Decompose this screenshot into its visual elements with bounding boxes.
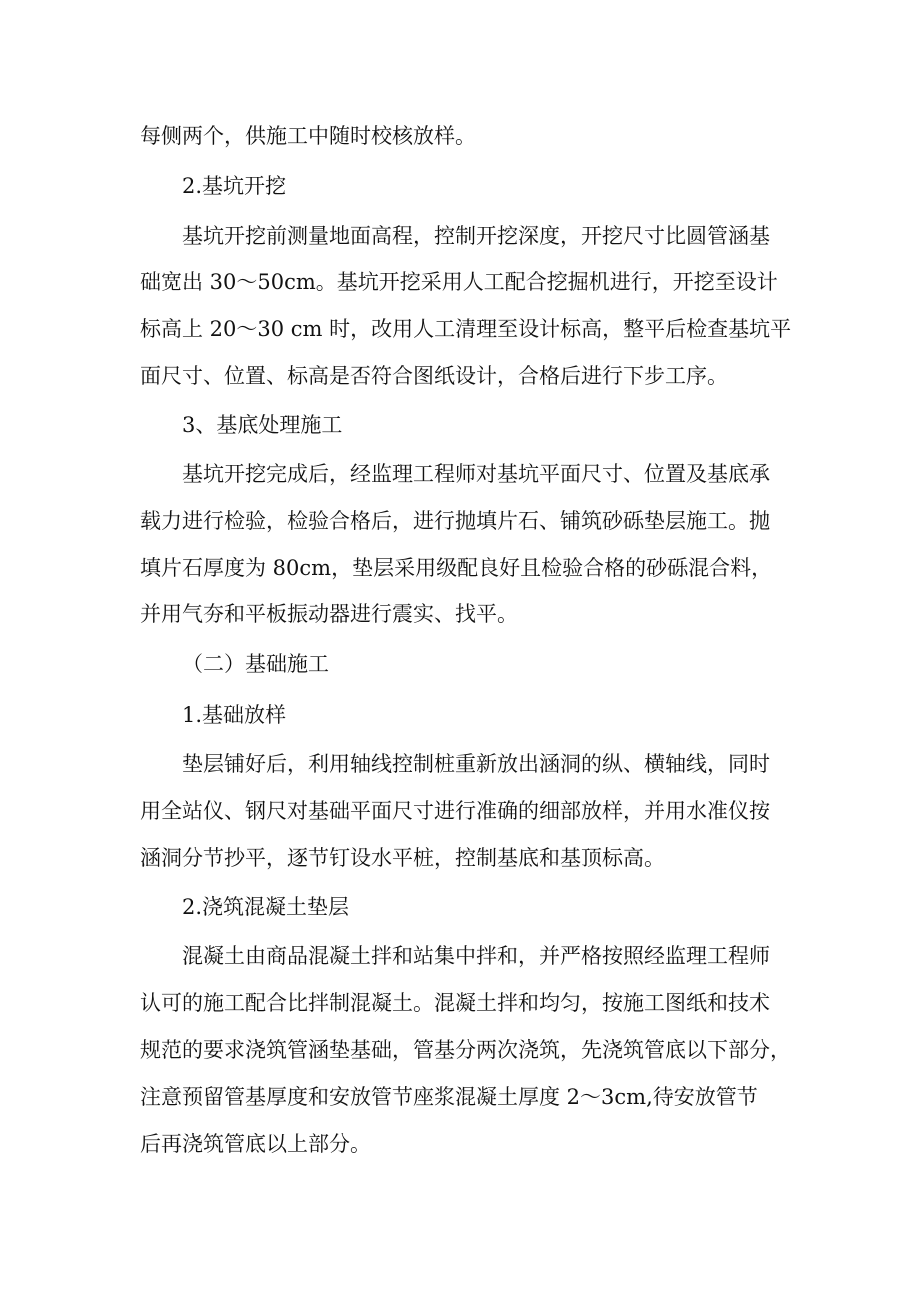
paragraph-line: 混凝土由商品混凝土拌和站集中拌和，并严格按照经监理工程师	[182, 944, 770, 968]
paragraph-line: 垫层铺好后，利用轴线控制桩重新放出涵洞的纵、横轴线，同时	[182, 752, 770, 776]
section-heading: 2.基坑开挖	[182, 174, 287, 198]
paragraph-line: 础宽出 30～50cm。基坑开挖采用人工配合挖掘机进行，开挖至设计	[140, 270, 778, 294]
paragraph-line: 填片石厚度为 80cm，垫层采用级配良好且检验合格的砂砾混合料，	[140, 556, 773, 580]
paragraph-line: 基坑开挖完成后，经监理工程师对基坑平面尺寸、位置及基底承	[182, 462, 770, 486]
paragraph-line: 标高上 20～30 cm 时，改用人工清理至设计标高，整平后检查基坑平	[140, 317, 792, 341]
paragraph-line: 基坑开挖前测量地面高程，控制开挖深度，开挖尺寸比圆管涵基	[182, 224, 770, 248]
paragraph-line: 每侧两个，供施工中随时校核放样。	[140, 124, 476, 148]
paragraph-line: 认可的施工配合比拌制混凝土。混凝土拌和均匀，按施工图纸和技术	[140, 991, 770, 1015]
paragraph-line: 后再浇筑管底以上部分。	[140, 1132, 371, 1156]
paragraph-line: 涵洞分节抄平，逐节钉设水平桩，控制基底和基顶标高。	[140, 846, 665, 870]
section-heading: （二）基础施工	[182, 652, 329, 676]
paragraph-line: 面尺寸、位置、标高是否符合图纸设计，合格后进行下步工序。	[140, 364, 728, 388]
subsection-heading: 2.浇筑混凝土垫层	[182, 895, 350, 919]
paragraph-line: 规范的要求浇筑管涵垫基础，管基分两次浇筑，先浇筑管底以下部分，	[140, 1038, 791, 1062]
paragraph-line: 载力进行检验，检验合格后，进行抛填片石、铺筑砂砾垫层施工。抛	[140, 509, 770, 533]
section-heading: 3、基底处理施工	[182, 413, 343, 437]
subsection-heading: 1.基础放样	[182, 703, 287, 727]
paragraph-line: 并用气夯和平板振动器进行震实、找平。	[140, 602, 518, 626]
paragraph-line: 用全站仪、钢尺对基础平面尺寸进行准确的细部放样，并用水准仪按	[140, 799, 770, 823]
paragraph-line: 注意预留管基厚度和安放管节座浆混凝土厚度 2～3cm,待安放管节	[140, 1085, 758, 1109]
